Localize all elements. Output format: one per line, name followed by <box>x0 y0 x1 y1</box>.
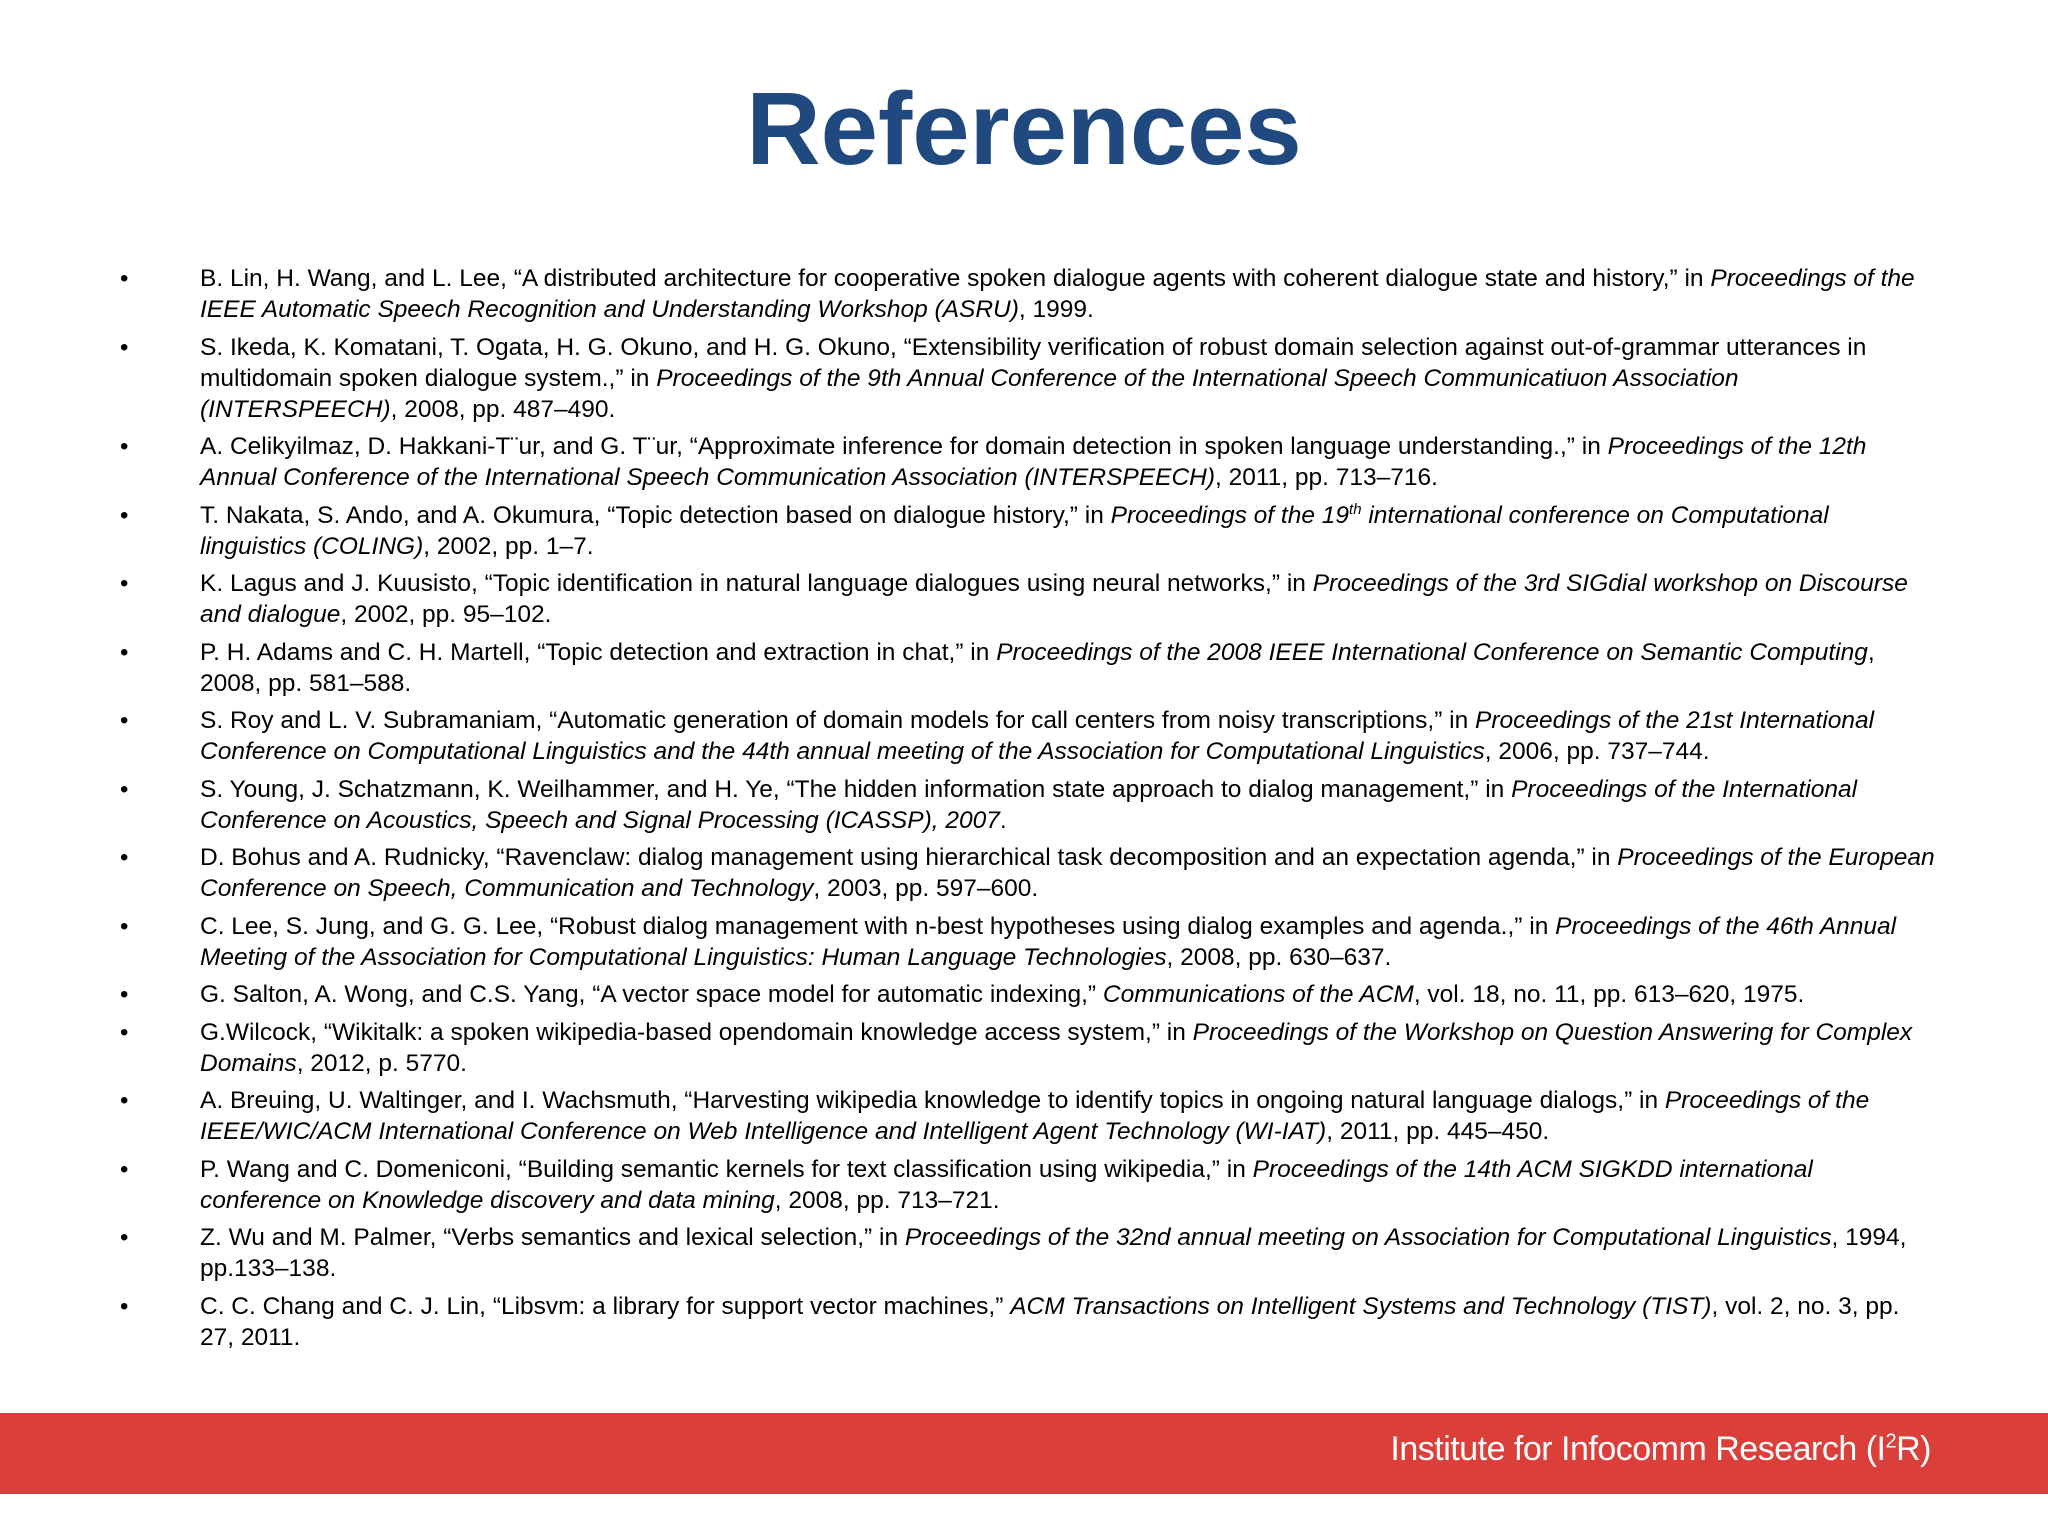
bullet-icon: • <box>120 844 129 871</box>
reference-item <box>120 1085 1940 1147</box>
institute-name-part2: R) <box>1896 1430 1931 1468</box>
reference-details: , 2011, pp. 445–450. <box>1326 1118 1550 1145</box>
institute-superscript: 2 <box>1885 1430 1897 1453</box>
reference-details: , 2008, pp. 713–721. <box>774 1186 1000 1214</box>
reference-authors-title: A. Breuing, U. Waltinger, and I. Wachsmuth, “Harvesting wikipedia knowledge to identify topics in ongoing natural language dialogs,” in <box>200 1087 1665 1114</box>
reference-details: , 1994, pp.133–138. <box>200 1224 1907 1282</box>
reference-venue: Proceedings of the 12th Annual Conference of the International Speech Communication Association (INTERSPEECH) <box>200 433 1867 491</box>
bullet-icon: • <box>120 1292 129 1320</box>
bullet-icon: • <box>120 1018 129 1046</box>
bullet-icon: • <box>120 912 129 940</box>
reference-details: , 2011, pp. 713–716. <box>1215 464 1438 491</box>
bullet-icon: • <box>120 775 129 803</box>
reference-venue: Proceedings of the International Conference on Acoustics, Speech and Signal Processing (ICASSP), 2007 <box>200 775 1858 834</box>
reference-details: , 2002, pp. 1–7. <box>423 532 594 560</box>
reference-authors-title: G.Wilcock, “Wikitalk: a spoken wikipedia-based opendomain knowledge access system,” in <box>200 1018 1193 1046</box>
reference-details: , 2008, pp. 630–637. <box>1166 943 1392 971</box>
reference-authors-title: C. C. Chang and C. J. Lin, “Libsvm: a library for support vector machines,” <box>200 1292 1011 1320</box>
reference-item <box>120 431 1940 493</box>
reference-item <box>120 637 1940 699</box>
reference-item <box>120 1291 1940 1353</box>
reference-item <box>120 705 1940 767</box>
institute-name-part1: Institute for Infocomm Research (I <box>1390 1430 1886 1468</box>
reference-venue: Proceedings of the 21st International Conference on Computational Linguistics and the 44th annual meeting of the Association for Computational Linguistics <box>200 707 1875 765</box>
bullet-icon: • <box>120 570 129 597</box>
footer-bar <box>0 1413 2048 1494</box>
bullet-icon: • <box>120 333 129 361</box>
reference-details: , vol. 2, no. 3, pp. 27, 2011. <box>200 1292 1900 1351</box>
reference-details: , 1999. <box>1018 296 1094 323</box>
reference-authors-title: P. Wang and C. Domeniconi, “Building semantic kernels for text classification using wikipedia,” in <box>200 1155 1253 1183</box>
bullet-icon: • <box>120 1087 129 1114</box>
bullet-icon: • <box>120 1155 129 1183</box>
reference-details: , 2002, pp. 95–102. <box>340 601 552 628</box>
reference-authors-title: S. Young, J. Schatzmann, K. Weilhammer, and H. Ye, “The hidden information state approach to dialog management,” in <box>200 775 1512 803</box>
reference-venue: Proceedings of the 19 <box>1110 501 1350 529</box>
reference-item <box>120 1017 1940 1079</box>
reference-details: , 2012, p. 5770. <box>296 1049 467 1077</box>
reference-item <box>120 332 1940 425</box>
reference-item <box>120 774 1940 836</box>
reference-details: , 2006, pp. 737–744. <box>1484 738 1710 765</box>
bullet-icon: • <box>120 707 129 734</box>
reference-details: , 2008, pp. 487–490. <box>390 395 616 423</box>
reference-list <box>120 263 1940 1359</box>
reference-venue: Proceedings of the 32nd annual meeting on Association for Computational Linguistics <box>904 1224 1832 1251</box>
bullet-icon: • <box>120 501 129 529</box>
bullet-icon: • <box>120 638 129 666</box>
reference-details: , 2008, pp. 581–588. <box>200 638 1875 697</box>
reference-venue: ACM Transactions on Intelligent Systems and Technology (TIST) <box>1010 1292 1712 1320</box>
reference-item <box>120 979 1940 1010</box>
reference-authors-title: S. Roy and L. V. Subramaniam, “Automatic generation of domain models for call centers from noisy transcriptions,” in <box>200 707 1476 734</box>
reference-authors-title: D. Bohus and A. Rudnicky, “Ravenclaw: dialog management using hierarchical task decomposition and an expectation agenda,” in <box>200 844 1618 871</box>
reference-item <box>120 842 1940 904</box>
reference-authors-title: T. Nakata, S. Ando, and A. Okumura, “Topic detection based on dialogue history,” in <box>200 501 1111 529</box>
reference-authors-title: S. Ikeda, K. Komatani, T. Ogata, H. G. Okuno, and H. G. Okuno, “Extensibility verification of robust domain selection against out-of-grammar utterances in multidomain spoken dialogue system.,” in <box>200 333 1867 392</box>
reference-item <box>120 1222 1940 1284</box>
bullet-icon: • <box>120 1224 129 1251</box>
reference-venue: Proceedings of the 2008 IEEE International Conference on Semantic Computing <box>996 638 1868 666</box>
reference-venue: Proceedings of the 3rd SIGdial workshop on Discourse and dialogue <box>200 570 1908 628</box>
reference-venue: Proceedings of the European Conference on Speech, Communication and Technology <box>200 844 1935 902</box>
reference-authors-title: A. Celikyilmaz, D. Hakkani-T¨ur, and G. T¨ur, “Approximate inference for domain detection in spoken language understanding.,” in <box>200 433 1608 460</box>
reference-item <box>120 500 1940 562</box>
bullet-icon: • <box>120 433 129 460</box>
reference-details: . <box>999 806 1007 834</box>
reference-venue-superscript: th <box>1349 500 1362 518</box>
reference-item <box>120 263 1940 325</box>
reference-venue: Proceedings of the 46th Annual Meeting of the Association for Computational Linguistics: Human Language Technologies <box>200 912 1897 971</box>
institute-logo <box>1390 1430 1931 1469</box>
reference-authors-title: G. Salton, A. Wong, and C.S. Yang, “A vector space model for automatic indexing,” <box>200 981 1103 1008</box>
reference-item <box>120 1154 1940 1216</box>
reference-venue: Proceedings of the IEEE Automatic Speech Recognition and Understanding Workshop (ASRU) <box>200 265 1915 323</box>
reference-authors-title: Z. Wu and M. Palmer, “Verbs semantics and lexical selection,” in <box>200 1224 905 1251</box>
bullet-icon: • <box>120 265 129 292</box>
reference-details: , 2003, pp. 597–600. <box>813 875 1039 902</box>
reference-authors-title: K. Lagus and J. Kuusisto, “Topic identification in natural language dialogues using neural networks,” in <box>200 570 1313 597</box>
reference-venue: Proceedings of the 14th ACM SIGKDD international conference on Knowledge discovery and data mining <box>200 1155 1813 1214</box>
reference-item <box>120 911 1940 973</box>
bullet-icon: • <box>120 981 129 1008</box>
reference-venue: Proceedings of the 9th Annual Conference of the International Speech Communicatiuon Association (INTERSPEECH) <box>200 364 1739 423</box>
reference-details: , vol. 18, no. 11, pp. 613–620, 1975. <box>1413 981 1805 1008</box>
reference-venue: Proceedings of the IEEE/WIC/ACM International Conference on Web Intelligence and Intelligent Agent Technology (WI-IAT) <box>200 1087 1870 1145</box>
reference-venue: Proceedings of the Workshop on Question Answering for Complex Domains <box>200 1018 1913 1077</box>
reference-authors-title: B. Lin, H. Wang, and L. Lee, “A distributed architecture for cooperative spoken dialogue agents with coherent dialogue state and history,” in <box>200 265 1711 292</box>
reference-authors-title: C. Lee, S. Jung, and G. G. Lee, “Robust dialog management with n-best hypotheses using dialog examples and agenda.,” in <box>200 912 1556 940</box>
reference-authors-title: P. H. Adams and C. H. Martell, “Topic detection and extraction in chat,” in <box>200 638 997 666</box>
slide-title: References <box>746 71 1302 186</box>
reference-venue: Communications of the ACM <box>1102 981 1414 1008</box>
reference-item <box>120 568 1940 630</box>
reference-venue-continued: international conference on Computational linguistics (COLING) <box>200 501 1829 560</box>
